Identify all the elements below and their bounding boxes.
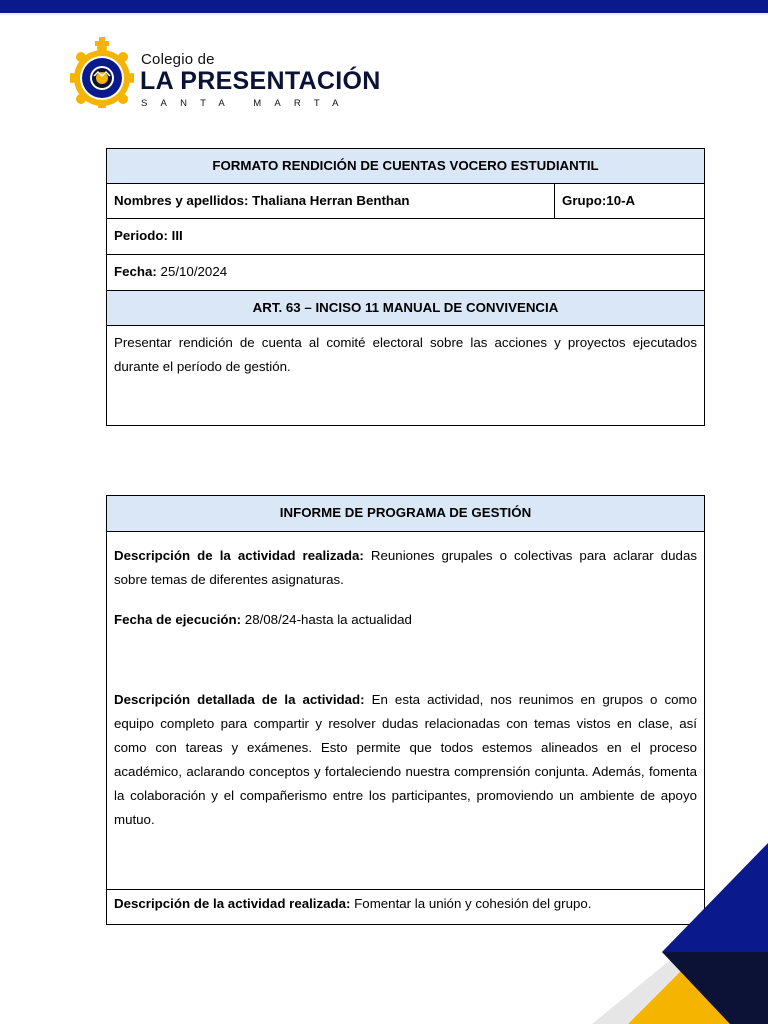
date-field (107, 255, 705, 291)
date-label: Fecha: (114, 264, 157, 279)
execution-date (114, 608, 697, 632)
brand-city: SANTA MARTA (141, 98, 352, 109)
report-title: INFORME DE PROGRAMA DE GESTIÓN (107, 496, 705, 532)
activity-2-text: Fomentar la unión y cohesión del grupo. (350, 896, 592, 911)
top-brand-bar-shadow (0, 13, 768, 15)
activity-1-label: Descripción de la actividad realizada: (114, 548, 364, 563)
top-brand-bar (0, 0, 768, 13)
management-report-table (106, 495, 705, 925)
detailed-text: En esta actividad, nos reunimos en grupos o como equipo completo para compartir y resolver dudas relacionadas con temas vistos en clase, así como con tareas y exámenes. Esto permite que todos estemos alineados en el proceso académico, aclarando conceptos y fortaleciendo nuestra comprensión conjunta. Además, fomenta la colaboración y el compañerismo entre los participantes, promoviendo un ambiente de apoyo mutuo. (114, 692, 697, 827)
school-logo (70, 36, 381, 116)
date-value: 25/10/2024 (156, 264, 228, 279)
school-seal-icon (70, 36, 134, 108)
corner-yellow-triangle (628, 952, 768, 1024)
brand-subtitle: Colegio de (141, 51, 215, 68)
activity-2-label: Descripción de la actividad realizada: (114, 896, 351, 911)
detailed-label: Descripción detallada de la actividad: (114, 692, 365, 707)
corner-navy-triangle (662, 952, 768, 1024)
activity-2-description (107, 890, 705, 925)
report-body (107, 532, 705, 890)
period-field: Periodo: III (107, 219, 705, 255)
detailed-description (114, 688, 697, 832)
accountability-title: FORMATO RENDICIÓN DE CUENTAS VOCERO ESTUDIANTIL (107, 149, 705, 184)
article-description (107, 326, 705, 426)
activity-1-text: Reuniones grupales o colectivas para aclarar dudas sobre temas de diferentes asignaturas. (114, 548, 697, 587)
execution-label: Fecha de ejecución: (114, 612, 242, 627)
article-title: ART. 63 – INCISO 11 MANUAL DE CONVIVENCIA (107, 291, 705, 326)
activity-1-description (114, 544, 697, 592)
brand-name: LA PRESENTACIÓN (140, 67, 381, 95)
article-text: Presentar rendición de cuenta al comité electoral sobre las acciones y proyectos ejecutados durante el período de gestión. (114, 335, 698, 374)
execution-text: 28/08/24-hasta la actualidad (241, 612, 412, 627)
student-name: Nombres y apellidos: Thaliana Herran Benthan (107, 184, 555, 219)
student-group: Grupo:10-A (555, 184, 705, 219)
accountability-table (106, 148, 705, 426)
